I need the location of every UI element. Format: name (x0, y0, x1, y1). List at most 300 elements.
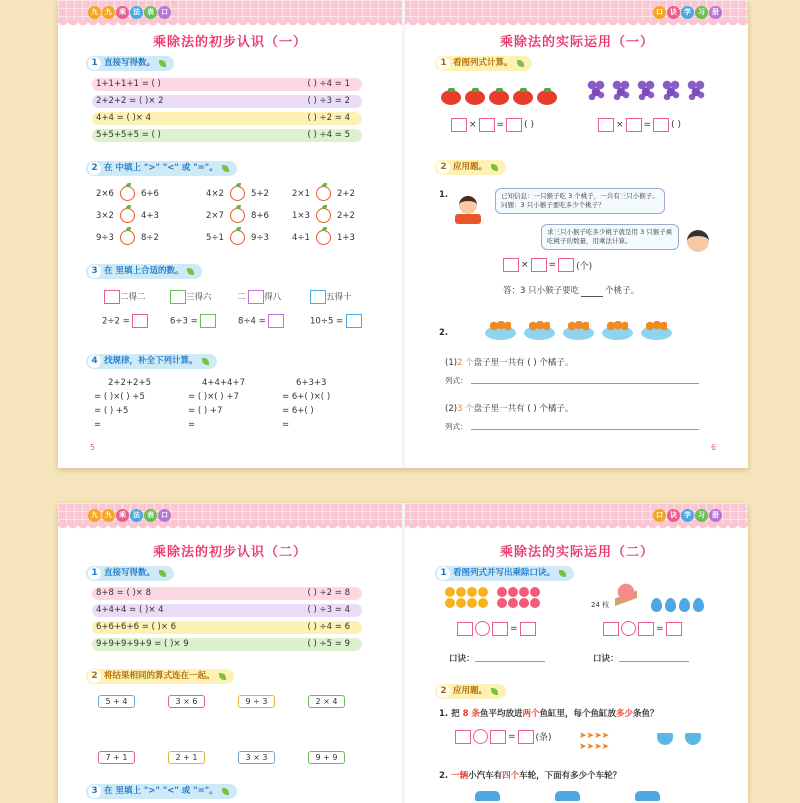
brand-char: 表 (144, 509, 157, 522)
orange-plates (485, 326, 672, 340)
brand-char: 九 (88, 6, 101, 19)
equation-template: = (457, 621, 536, 636)
match-card[interactable]: 2 + 1 (168, 751, 205, 764)
fill-text: 10÷5 = (310, 316, 344, 327)
match-card[interactable]: 7 + 1 (98, 751, 135, 764)
flower-icon (467, 587, 477, 597)
flower-icon (508, 598, 518, 608)
grape-group (587, 80, 707, 100)
leaf-icon (187, 268, 194, 275)
fill-text: 6÷3 = (170, 316, 198, 327)
match-card[interactable]: 5 + 4 (98, 695, 135, 708)
flower-icon (478, 598, 488, 608)
fill-item (170, 290, 212, 304)
answer-box[interactable] (492, 622, 508, 636)
exercise-left[interactable]: 6+6+6+6 = ( )× 6 (96, 622, 177, 632)
workbook-spread-1 (58, 0, 748, 468)
page-title: 乘除法的初步认识（一） (152, 35, 307, 50)
page-number: 6 (711, 443, 717, 452)
brand-logo (653, 509, 722, 522)
compare-item (292, 208, 355, 223)
fish-icon: ➤ (579, 731, 587, 741)
answer-box[interactable] (603, 622, 619, 636)
speech-bubble: 求三只小猴子吃多少桃子就是用 3 只猴子乘吃桃子的数量，用乘法计算。 (541, 224, 679, 250)
answer-line[interactable] (619, 661, 689, 662)
equation-template: = (条) (455, 729, 552, 744)
flower-icon (530, 598, 540, 608)
section-number: 2 (88, 162, 101, 175)
fill-text: 得八 (264, 292, 282, 303)
exercise-left[interactable]: 9+9+9+9+9 = ( )× 9 (96, 639, 189, 649)
leaf-icon (222, 788, 229, 795)
highlight: 8 条 (462, 709, 480, 719)
q-text: 2. (439, 771, 449, 781)
answer-line[interactable] (475, 661, 545, 662)
flower-icon (497, 598, 507, 608)
section-label: 看图列式计算。 (453, 58, 513, 68)
flower-icon (519, 598, 529, 608)
compare-left: 4÷1 (292, 233, 310, 243)
compare-item (206, 230, 269, 245)
tomato-icon (441, 90, 461, 105)
page-5 (58, 0, 402, 468)
pattern-column (282, 376, 330, 432)
pattern-line[interactable]: = ( ) +7 (188, 406, 223, 416)
compare-left: 1×3 (292, 211, 310, 221)
pattern-line[interactable]: = 6+( ) (282, 406, 314, 416)
q-text: 车轮，下面有多少个车轮？ (519, 771, 622, 781)
fish-icon: ➤ (594, 742, 602, 752)
peach-icon[interactable] (316, 208, 331, 223)
fishbowl-icon (685, 733, 701, 745)
section-label: 找规律，补全下列计算。 (104, 356, 198, 366)
section-number: 2 (437, 161, 450, 174)
answer-box[interactable] (518, 730, 534, 744)
drop-icon (665, 598, 676, 612)
answer-box[interactable] (653, 118, 669, 132)
fish-icon: ➤ (586, 742, 595, 752)
sub-text[interactable]: 盘子里一共有 ( ) 个橘子。 (473, 404, 574, 414)
section-number: 2 (88, 670, 101, 683)
fill-item (310, 290, 352, 304)
answer-line (503, 284, 639, 297)
brand-char: 乘 (116, 509, 129, 522)
fill-item (170, 314, 216, 328)
exercise-row (92, 621, 362, 634)
fill-item (238, 314, 284, 328)
subquestion (445, 402, 573, 414)
compare-item (96, 230, 159, 245)
answer-blank[interactable] (581, 286, 603, 297)
stem-count: 24 枝 (591, 601, 610, 609)
match-card[interactable]: 9 ÷ 3 (238, 695, 275, 708)
leaf-icon (219, 673, 226, 680)
exercise-row (92, 78, 362, 91)
match-card[interactable]: 2 × 4 (308, 695, 345, 708)
answer-box[interactable] (310, 290, 326, 304)
exercise-left[interactable]: 8+8 = ( )× 8 (96, 588, 152, 598)
fill-text: 五得十 (326, 292, 352, 303)
section-label: 应用题。 (453, 686, 488, 696)
fill-item (102, 314, 148, 328)
exercise-left[interactable]: 2+2+2 = ( )× 2 (96, 96, 164, 106)
flower-icon (445, 598, 455, 608)
compare-item (96, 208, 159, 223)
answer-box[interactable] (506, 118, 522, 132)
flower-icon (456, 598, 466, 608)
pattern-line: 6+3+3 (296, 378, 327, 388)
compare-item (206, 208, 269, 223)
equation-template: × = (个) (503, 258, 592, 272)
equation-template: × = ( ) (451, 118, 534, 132)
fish-group (579, 729, 639, 751)
grape-icon (662, 80, 682, 100)
equation-label: 列式： (445, 376, 468, 385)
unit-blank[interactable]: ( ) (524, 120, 534, 130)
grape-icon (687, 80, 707, 100)
fish-icon: ➤ (594, 731, 602, 741)
pattern-line[interactable]: = (188, 420, 196, 430)
leaf-icon (202, 358, 209, 365)
exercise-right[interactable]: ( ) ÷3 = 4 (307, 605, 350, 615)
compare-right: 8÷2 (140, 233, 159, 243)
peach-icon[interactable] (120, 208, 135, 223)
equation-template: × = ( ) (598, 118, 681, 132)
brand-char: 学 (681, 509, 694, 522)
compare-right: 5+2 (250, 189, 269, 199)
brand-char: 乘 (116, 6, 129, 19)
flower-icon (445, 587, 455, 597)
fish-icon: ➤ (579, 742, 587, 752)
section-label: 将结果相同的算式连在一起。 (104, 671, 215, 681)
compare-right: 9÷3 (250, 233, 269, 243)
section-number: 2 (437, 685, 450, 698)
answer-box[interactable] (170, 290, 186, 304)
speech-bubble: 已知信息：一只猴子吃 3 个桃子，一共有三只小猴子。问题：3 只小猴子要吃多少个桃子？ (495, 188, 665, 214)
leaf-icon (159, 60, 166, 67)
leaf-icon (517, 60, 524, 67)
page-title: 乘除法的实际运用（一） (499, 35, 654, 50)
answer-box[interactable] (104, 290, 120, 304)
exercise-right[interactable]: ( ) ÷3 = 2 (307, 96, 350, 106)
section-label: 看图列式并写出乘除口诀。 (453, 568, 556, 578)
exercise-row (92, 604, 362, 617)
page-6 (405, 0, 748, 468)
brand-char: 册 (709, 6, 722, 19)
teacher-figure (455, 196, 481, 228)
sub-number: (1) (445, 358, 458, 368)
operator-circle[interactable] (621, 621, 636, 636)
sub-text[interactable]: 盘子里一共有 ( ) 个橘子。 (473, 358, 574, 368)
flower-icon (478, 587, 488, 597)
brand-char: 口 (653, 6, 666, 19)
section-4-header (86, 354, 217, 369)
answer-box[interactable] (558, 258, 574, 272)
compare-right: 4+3 (140, 211, 159, 221)
q-text: 鱼平均放进 (479, 709, 523, 719)
question-2 (439, 769, 621, 781)
grape-icon (587, 80, 607, 100)
section-label: 在 里填上合适的数。 (104, 266, 184, 276)
exercise-left[interactable]: 5+5+5+5 = ( ) (96, 130, 161, 140)
flower-icon (456, 587, 466, 597)
pattern-line[interactable]: = 6+( )×( ) (282, 392, 331, 402)
section-label: 在 里填上 ">" "<" 或 "="。 (104, 786, 218, 796)
section-2-header (435, 684, 506, 699)
pattern-line[interactable]: = (282, 420, 290, 430)
question-number: 2. (439, 328, 449, 338)
section-1-header (435, 56, 532, 71)
pattern-line: 2+2+2+5 (108, 378, 151, 388)
section-label: 在 中填上 ">" "<" 或 "="。 (104, 163, 218, 173)
grape-icon (612, 80, 632, 100)
flower-icon (508, 587, 518, 597)
peach-icon[interactable] (120, 230, 135, 245)
fill-item (104, 290, 146, 304)
answer-box[interactable] (531, 258, 547, 272)
compare-right: 1+3 (336, 233, 355, 243)
compare-item (206, 186, 269, 201)
flower-group-yellow (445, 587, 488, 608)
exercise-right[interactable]: ( ) ÷2 = 8 (307, 588, 350, 598)
exercise-row (92, 112, 362, 125)
tomato-icon (513, 90, 533, 105)
flower-icon (497, 587, 507, 597)
peach-icon[interactable] (230, 186, 245, 201)
compare-right: 6+6 (140, 189, 159, 199)
compare-left: 9÷3 (96, 233, 114, 243)
answer-box[interactable] (490, 730, 506, 744)
peach-icon[interactable] (316, 230, 331, 245)
match-card[interactable]: 3 × 6 (168, 695, 205, 708)
sub-number: (2) (445, 404, 458, 414)
plate-icon (602, 326, 633, 340)
unit-label: (条) (535, 733, 552, 743)
section-label: 应用题。 (453, 162, 488, 172)
page-8 (405, 503, 748, 803)
section-number: 1 (88, 567, 101, 580)
section-1-header (435, 566, 574, 581)
tomato-group (441, 90, 557, 105)
q-text: 小汽车有 (468, 771, 503, 781)
brand-char: 习 (695, 509, 708, 522)
drop-icon (651, 598, 662, 612)
fill-text: 三得六 (186, 292, 212, 303)
answer-box[interactable] (479, 118, 495, 132)
koujue-label: 口诀： (593, 654, 619, 664)
brand-char: 诀 (667, 509, 680, 522)
exercise-row (92, 129, 362, 142)
answer-box[interactable] (132, 314, 148, 328)
compare-left: 5÷1 (206, 233, 224, 243)
equation-label: 列式： (445, 422, 468, 431)
brand-char: 法 (130, 6, 143, 19)
section-2-header (86, 669, 234, 684)
compare-item (292, 186, 355, 201)
section-1-header (86, 56, 174, 71)
compare-right: 8+6 (250, 211, 269, 221)
answer-line[interactable] (471, 429, 699, 430)
grape-icon (637, 80, 657, 100)
peach-icon[interactable] (120, 186, 135, 201)
answer-box[interactable] (451, 118, 467, 132)
question-1 (439, 707, 659, 719)
section-number: 3 (88, 265, 101, 278)
compare-left: 3×2 (96, 211, 114, 221)
answer-box[interactable] (457, 622, 473, 636)
q-text: 条鱼？ (633, 709, 659, 719)
section-label: 直接写得数。 (104, 58, 156, 68)
compare-left: 2×1 (292, 189, 310, 199)
answer-line[interactable] (471, 383, 699, 384)
plate-icon (641, 326, 672, 340)
answer-box[interactable] (503, 258, 519, 272)
fill-text: 8÷4 = (238, 316, 266, 327)
brand-char: 册 (709, 509, 722, 522)
compare-item (96, 186, 159, 201)
answer-prefix: 答：3 只小猴子要吃 (503, 286, 580, 296)
exercise-left[interactable]: 4+4+4 = ( )× 4 (96, 605, 164, 615)
exercise-left[interactable]: 1+1+1+1 = ( ) (96, 79, 161, 89)
compare-right: 2+2 (336, 211, 355, 221)
highlight: 四个 (502, 771, 520, 781)
compare-left: 2×7 (206, 211, 224, 221)
section-3-header (86, 264, 202, 279)
operator-circle[interactable] (475, 621, 490, 636)
leaf-icon (491, 688, 498, 695)
plate-icon (485, 326, 516, 340)
page-title: 乘除法的初步认识（二） (152, 545, 307, 560)
exercise-right[interactable]: ( ) ÷4 = 1 (307, 79, 350, 89)
desk-icon (455, 214, 481, 224)
brand-char: 诀 (667, 6, 680, 19)
unit-blank[interactable]: ( ) (671, 120, 681, 130)
exercise-left[interactable]: 4+4 = ( )× 4 (96, 113, 152, 123)
pattern-line[interactable]: = ( )×( ) +7 (188, 392, 239, 402)
tomato-icon (465, 90, 485, 105)
leaf-icon (491, 164, 498, 171)
page-title: 乘除法的实际运用（二） (499, 545, 654, 560)
brand-char: 九 (102, 509, 115, 522)
compare-right: 2+2 (336, 189, 355, 199)
peach-icon[interactable] (230, 230, 245, 245)
brand-char: 学 (681, 6, 694, 19)
pattern-line[interactable]: = (94, 420, 102, 430)
drop-icon (693, 598, 704, 612)
compare-left: 4×2 (206, 189, 224, 199)
pattern-line[interactable]: = ( ) +5 (94, 406, 129, 416)
answer-box[interactable] (666, 622, 682, 636)
tomato-icon (537, 90, 557, 105)
pattern-line[interactable]: = ( )×( ) +5 (94, 392, 145, 402)
section-2-header (435, 160, 506, 175)
highlight: 一辆 (451, 771, 469, 781)
brand-char: 口 (653, 509, 666, 522)
girl-icon (687, 230, 709, 252)
bouquet-icon (615, 583, 637, 613)
plate-icon (563, 326, 594, 340)
leaf-icon (222, 165, 229, 172)
exercise-right[interactable]: ( ) ÷4 = 6 (307, 622, 350, 632)
q-text: 鱼缸里，每个鱼缸放 (539, 709, 616, 719)
water-drops (651, 598, 704, 612)
question-number: 1. (439, 190, 449, 200)
flower-icon (530, 587, 540, 597)
exercise-row (92, 638, 362, 651)
brand-logo (88, 6, 171, 19)
brand-char: 法 (130, 509, 143, 522)
fill-text: 2÷2 = (102, 316, 130, 327)
brand-char: 九 (102, 6, 115, 19)
answer-box[interactable] (598, 118, 614, 132)
leaf-icon (559, 570, 566, 577)
answer-box[interactable] (248, 290, 264, 304)
brand-char: 口 (158, 509, 171, 522)
answer-box[interactable] (268, 314, 284, 328)
exercise-right[interactable]: ( ) ÷5 = 9 (307, 639, 350, 649)
answer-box[interactable] (200, 314, 216, 328)
tomato-icon (489, 90, 509, 105)
page-7 (58, 503, 402, 803)
highlight: 2 个 (457, 358, 474, 368)
answer-box[interactable] (626, 118, 642, 132)
plate-icon (524, 326, 555, 340)
fill-text: 二 (237, 292, 246, 303)
section-number: 1 (88, 57, 101, 70)
fish-icon: ➤ (586, 731, 595, 741)
operator-circle[interactable] (473, 729, 488, 744)
section-2-header (86, 161, 237, 176)
answer-box[interactable] (638, 622, 654, 636)
answer-box[interactable] (520, 622, 536, 636)
section-1-header (86, 566, 174, 581)
answer-box[interactable] (346, 314, 362, 328)
compare-left: 2×6 (96, 189, 114, 199)
highlight: 两个 (522, 709, 540, 719)
fish-icon: ➤ (601, 742, 610, 752)
subquestion (445, 356, 573, 368)
answer-box[interactable] (455, 730, 471, 744)
section-3-header (86, 784, 237, 799)
peach-icon[interactable] (316, 186, 331, 201)
match-card[interactable]: 9 + 9 (308, 751, 345, 764)
fill-text: 二得二 (120, 292, 146, 303)
brand-char: 九 (88, 509, 101, 522)
exercise-right[interactable]: ( ) ÷4 = 5 (307, 130, 350, 140)
pattern-column (94, 376, 151, 432)
brand-char: 习 (695, 6, 708, 19)
fish-bowls (657, 733, 701, 745)
section-number: 1 (437, 57, 450, 70)
pattern-column (188, 376, 245, 432)
section-number: 3 (88, 785, 101, 798)
brand-logo (88, 509, 171, 522)
match-card[interactable]: 3 × 3 (238, 751, 275, 764)
brand-logo (653, 6, 722, 19)
workbook-spread-2 (58, 503, 748, 803)
answer-suffix: 个桃子。 (605, 286, 640, 296)
q-text: 1. 把 (439, 709, 460, 719)
section-number: 4 (88, 355, 101, 368)
peach-icon[interactable] (230, 208, 245, 223)
exercise-row (92, 95, 362, 108)
exercise-right[interactable]: ( ) ÷2 = 4 (307, 113, 350, 123)
brand-char: 表 (144, 6, 157, 19)
page-number: 5 (90, 443, 96, 452)
section-label: 直接写得数。 (104, 568, 156, 578)
unit-label: (个) (576, 261, 593, 272)
flower-icon (519, 587, 529, 597)
